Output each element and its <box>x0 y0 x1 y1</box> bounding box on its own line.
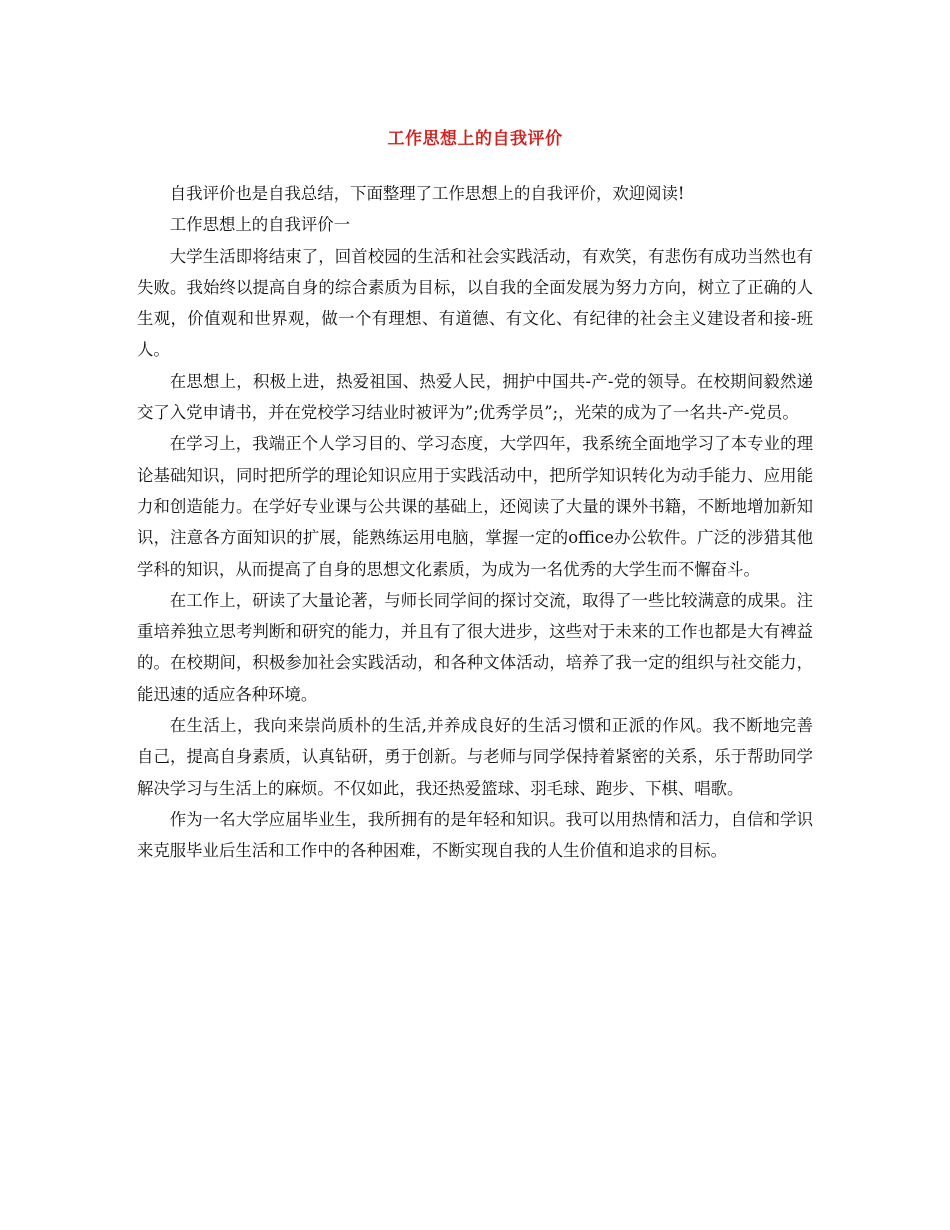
paragraph-ideology: 在思想上，积极上进，热爱祖国、热爱人民，拥护中国共-产-党的领导。在校期间毅然递交了入党申请书，并在党校学习结业时被评为”;优秀学员”;，光荣的成为了一名共-产-党员。 <box>137 371 813 423</box>
document-body <box>137 178 813 867</box>
intro-paragraph: 自我评价也是自我总结，下面整理了工作思想上的自我评价，欢迎阅读! <box>169 184 685 203</box>
document-title: 工作思想上的自我评价 <box>387 129 563 149</box>
paragraph-study: 在学习上，我端正个人学习目的、学习态度，大学四年，我系统全面地学习了本专业的理论基础知识，同时把所学的理论知识应用于实践活动中，把所学知识转化为动手能力、应用能力和创造能力。在学好专业课与公共课的基础上，还阅读了大量的课外书籍，不断地增加新知识，注意各方面知识的扩展，能熟练运用电脑，掌握一定的office办公软件。广泛的涉猎其他学科的知识，从而提高了自身的思想文化素质，为成为一名优秀的大学生而不懈奋斗。 <box>137 434 813 579</box>
paragraph-overview: 大学生活即将结束了，回首校园的生活和社会实践活动，有欢笑，有悲伤有成功当然也有失败。我始终以提高自身的综合素质为目标，以自我的全面发展为努力方向，树立了正确的人生观，价值观和世界观，做一个有理想、有道德、有文化、有纪律的社会主义建设者和接-班人。 <box>137 246 813 360</box>
paragraph-work: 在工作上，研读了大量论著，与师长同学间的探讨交流，取得了一些比较满意的成果。注重培养独立思考判断和研究的能力，并且有了很大进步，这些对于未来的工作也都是大有裨益的。在校期间，积极参加社会实践活动，和各种文体活动，培养了我一定的组织与社交能力，能迅速的适应各种环境。 <box>137 590 813 704</box>
paragraph-life: 在生活上，我向来崇尚质朴的生活,并养成良好的生活习惯和正派的作风。我不断地完善自己，提高自身素质，认真钻研，勇于创新。与老师与同学保持着紧密的关系，乐于帮助同学解决学习与生活上的麻烦。不仅如此，我还热爱篮球、羽毛球、跑步、下棋、唱歌。 <box>137 716 813 798</box>
section-heading: 工作思想上的自我评价一 <box>169 215 351 235</box>
paragraph-conclusion: 作为一名大学应届毕业生，我所拥有的是年轻和知识。我可以用热情和活力，自信和学识来克服毕业后生活和工作中的各种困难，不断实现自我的人生价值和追求的目标。 <box>137 809 813 861</box>
